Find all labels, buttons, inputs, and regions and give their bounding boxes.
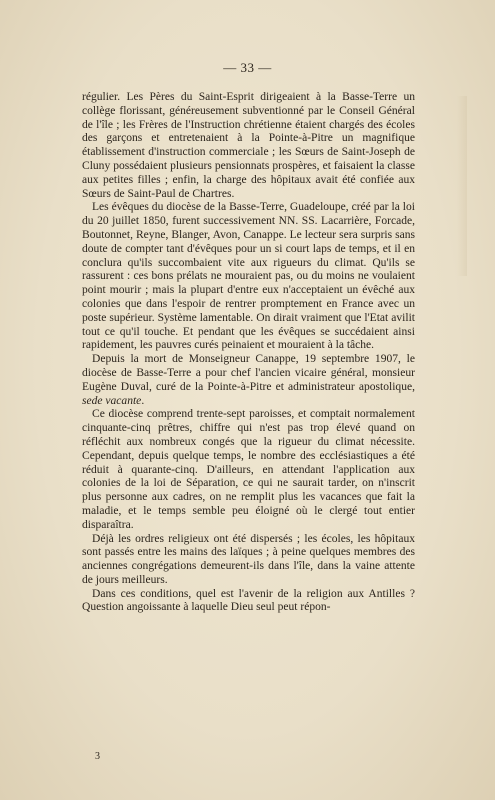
paragraph-2: Les évêques du diocèse de la Basse-Terre, Guadeloupe, créé par la loi du 20 juillet 1850, furent successivement NN. SS. Lacarrière, Forcade, Boutonnet, Reyne, Blanger, Avon, Canappe. Le lecteur sera surpris sans doute de compter tant d'évêques pour un si court laps de temps, et il en conclura qu'ils succombaient vite aux rigueurs du climat. Qu'ils se rassurent : ces bons prélats ne mouraient pas, ou du moins ne voulaient point mourir ; mais la plupart d'entre eux n'acceptaient un évêché aux colonies que dans l'espoir de rentrer promptement en France avec un poste supérieur. Système lamentable. On dirait vraiment que l'Etat avilit tout ce qu'il touche. Et pendant que les évêques se succédaient ainsi rapidement, les pauvres curés peinaient et mouraient à la tâche.	[82, 201, 415, 352]
body-text	[82, 91, 415, 615]
paragraph-4: Ce diocèse comprend trente-sept paroisses, et comptait normalement cinquante-cinq prêtres, chiffre qui n'est pas trop élevé quand on réfléchit aux nombreux congés que la rigueur du climat nécessite. Cependant, depuis quelque temps, le nombre des ecclésiastiques a été réduit à quarante-cinq. D'ailleurs, en attendant l'application aux colonies de la loi de Séparation, ce qui ne saurait tarder, on n'inscrit plus personne aux cadres, on ne remplit plus les vacances que fait la maladie, et le temps semble peu éloigné où le clergé tout entier disparaîtra.	[82, 408, 415, 531]
paragraph-1: régulier. Les Pères du Saint-Esprit dirigeaient à la Basse-Terre un collège florissant, généreusement subventionné par le Conseil Général de l'île ; les Frères de l'Instruction chrétienne étaient chargés des écoles des garçons et entretenaient à la Pointe-à-Pitre un magnifique établissement d'instruction commerciale ; les Sœurs de Saint-Joseph de Cluny possédaient plusieurs pensionnats prospères, et faisaient la classe aux petites filles ; enfin, la charge des hôpitaux avait été confiée aux Sœurs de Saint-Paul de Chartres.	[82, 91, 415, 200]
paragraph-6: Dans ces conditions, quel est l'avenir de la religion aux Antilles ? Question angoissante à laquelle Dieu seul peut répon-	[82, 587, 415, 614]
page-edge-shading	[457, 96, 467, 276]
paragraph-5: Déjà les ordres religieux ont été dispersés ; les écoles, les hôpitaux sont passés entre les mains des laïques ; à peine quelques membres des anciennes congrégations demeurent-ils dans l'île, dans la vaine attente de jours meilleurs.	[82, 532, 415, 586]
page-number: — 33 —	[223, 60, 272, 75]
signature-mark: 3	[95, 751, 100, 762]
paragraph-3: Depuis la mort de Monseigneur Canappe, 19 septembre 1907, le diocèse de Basse-Terre a pour chef l'ancien vicaire général, monsieur Eugène Duval, curé de la Pointe-à-Pitre et administrateur apostolique, sede vacante.	[82, 353, 415, 407]
